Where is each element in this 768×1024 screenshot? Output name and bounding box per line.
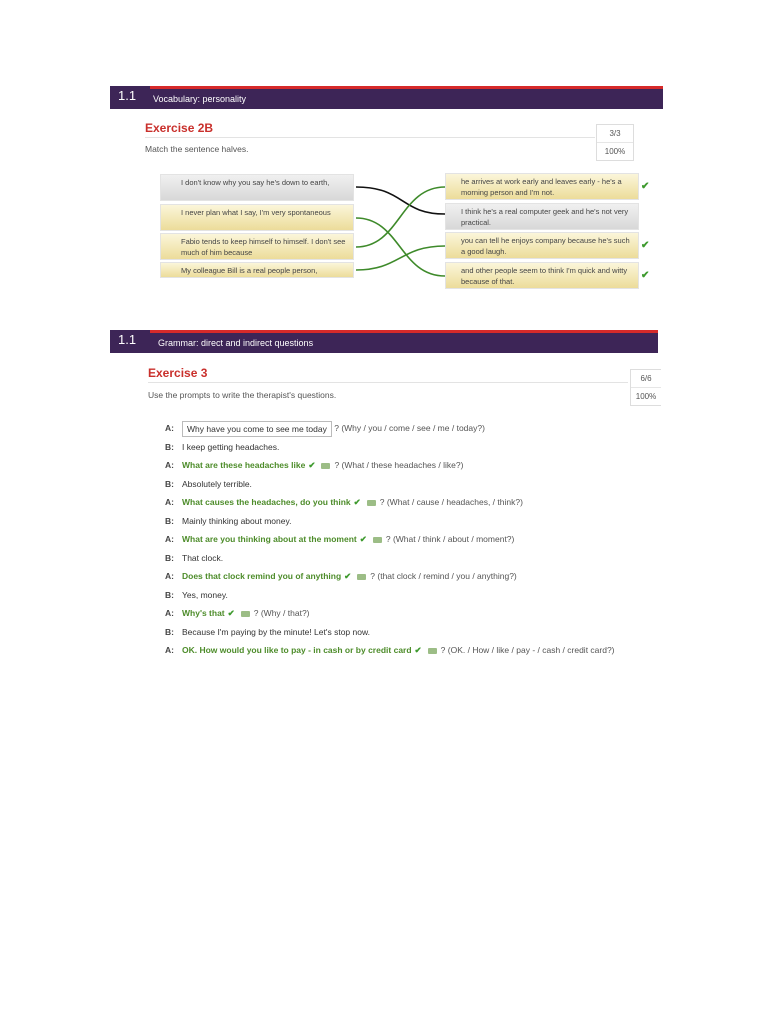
exercise-title: Exercise 2B	[145, 121, 214, 135]
score-percent: 100%	[597, 142, 633, 160]
left-card-4[interactable]: My colleague Bill is a real people person,	[160, 262, 354, 278]
section-title: Vocabulary: personality	[153, 94, 247, 104]
right-card-4[interactable]: and other people seem to think I'm quick and witty because of that.	[445, 262, 639, 289]
check-icon: ✔	[641, 270, 650, 281]
prompt-hint: ? (What / think / about / moment?)	[385, 534, 515, 544]
exercise-title: Exercise 3	[148, 366, 208, 380]
section-number: 1.1	[110, 330, 150, 350]
feedback-comment-icon[interactable]	[241, 611, 250, 617]
score-value: 3/3	[609, 129, 621, 138]
answer-input[interactable]: Why have you come to see me today	[182, 421, 332, 437]
exercise-instruction: Match the sentence halves.	[145, 144, 249, 154]
prompt-hint: ? (What / cause / headaches, / think?)	[379, 497, 523, 507]
dialogue-line	[165, 567, 725, 585]
match-connectors	[0, 0, 768, 300]
dialogue-line	[165, 512, 725, 530]
response-text: Because I'm paying by the minute! Let's stop now.	[182, 627, 370, 637]
dialogue-line	[165, 456, 725, 474]
check-icon: ✔	[414, 645, 422, 655]
correct-answer: What are these headaches like	[182, 460, 306, 470]
dialogue-line	[165, 475, 725, 493]
check-icon: ✔	[353, 497, 361, 507]
prompt-hint: ? (OK. / How / like / pay - / cash / credit card?)	[440, 645, 615, 655]
right-card-3[interactable]: you can tell he enjoys company because he's such a good laugh.	[445, 232, 639, 259]
feedback-comment-icon[interactable]	[357, 574, 366, 580]
prompt-hint: ? (that clock / remind / you / anything?)	[370, 571, 517, 581]
score-value: 6/6	[640, 374, 652, 383]
left-card-1[interactable]: I don't know why you say he's down to earth,	[160, 174, 354, 201]
speaker-label: A:	[165, 571, 174, 581]
check-icon: ✔	[344, 571, 352, 581]
response-text: That clock.	[182, 553, 224, 563]
speaker-label: A:	[165, 497, 174, 507]
score-box	[630, 369, 661, 406]
dialogue-line	[165, 530, 725, 548]
feedback-comment-icon[interactable]	[367, 500, 376, 506]
dialogue-line	[165, 641, 725, 659]
check-icon: ✔	[641, 240, 650, 251]
dialogue-line	[165, 549, 725, 567]
response-text: Yes, money.	[182, 590, 228, 600]
response-text: Mainly thinking about money.	[182, 516, 292, 526]
feedback-comment-icon[interactable]	[373, 537, 382, 543]
prompt-hint: ? (Why / you / come / see / me / today?)	[334, 423, 485, 433]
correct-answer: OK. How would you like to pay - in cash or by credit card	[182, 645, 412, 655]
dialogue-line	[165, 623, 725, 641]
speaker-label: A:	[165, 423, 174, 433]
speaker-label: B:	[165, 479, 174, 489]
connector-line-3	[356, 187, 445, 247]
dialogue-line	[165, 493, 725, 511]
left-card-2[interactable]: I never plan what I say, I'm very spontaneous	[160, 204, 354, 231]
section-title: Grammar: direct and indirect questions	[158, 338, 314, 348]
correct-answer: Does that clock remind you of anything	[182, 571, 342, 581]
connector-line-4	[356, 246, 445, 270]
response-text: Absolutely terrible.	[182, 479, 252, 489]
dialogue-line	[165, 419, 725, 437]
speaker-label: B:	[165, 553, 174, 563]
dialogue-line	[165, 438, 725, 456]
prompt-hint: ? (Why / that?)	[253, 608, 310, 618]
speaker-label: A:	[165, 645, 174, 655]
check-icon: ✔	[641, 181, 650, 192]
correct-answer: Why's that	[182, 608, 225, 618]
left-card-3[interactable]: Fabio tends to keep himself to himself. I don't see much of him because	[160, 233, 354, 260]
speaker-label: A:	[165, 534, 174, 544]
feedback-comment-icon[interactable]	[321, 463, 330, 469]
speaker-label: B:	[165, 516, 174, 526]
score-percent: 100%	[631, 387, 661, 405]
prompt-hint: ? (What / these headaches / like?)	[334, 460, 464, 470]
check-icon: ✔	[359, 534, 367, 544]
dialogue-line	[165, 586, 725, 604]
speaker-label: A:	[165, 460, 174, 470]
dialogue	[165, 419, 725, 669]
speaker-label: B:	[165, 442, 174, 452]
speaker-label: B:	[165, 627, 174, 637]
response-text: I keep getting headaches.	[182, 442, 280, 452]
correct-answer: What are you thinking about at the moment	[182, 534, 357, 544]
check-icon: ✔	[227, 608, 235, 618]
exercise-divider	[148, 382, 628, 383]
check-icon: ✔	[308, 460, 316, 470]
feedback-comment-icon[interactable]	[428, 648, 437, 654]
dialogue-line	[165, 604, 725, 622]
right-card-2[interactable]: I think he's a real computer geek and he's not very practical.	[445, 203, 639, 230]
connector-line-1	[356, 187, 445, 214]
speaker-label: B:	[165, 590, 174, 600]
right-card-1[interactable]: he arrives at work early and leaves early - he's a morning person and I'm not.	[445, 173, 639, 200]
exercise-instruction: Use the prompts to write the therapist's questions.	[148, 390, 337, 400]
section-number: 1.1	[110, 86, 150, 106]
speaker-label: A:	[165, 608, 174, 618]
correct-answer: What causes the headaches, do you think	[182, 497, 351, 507]
